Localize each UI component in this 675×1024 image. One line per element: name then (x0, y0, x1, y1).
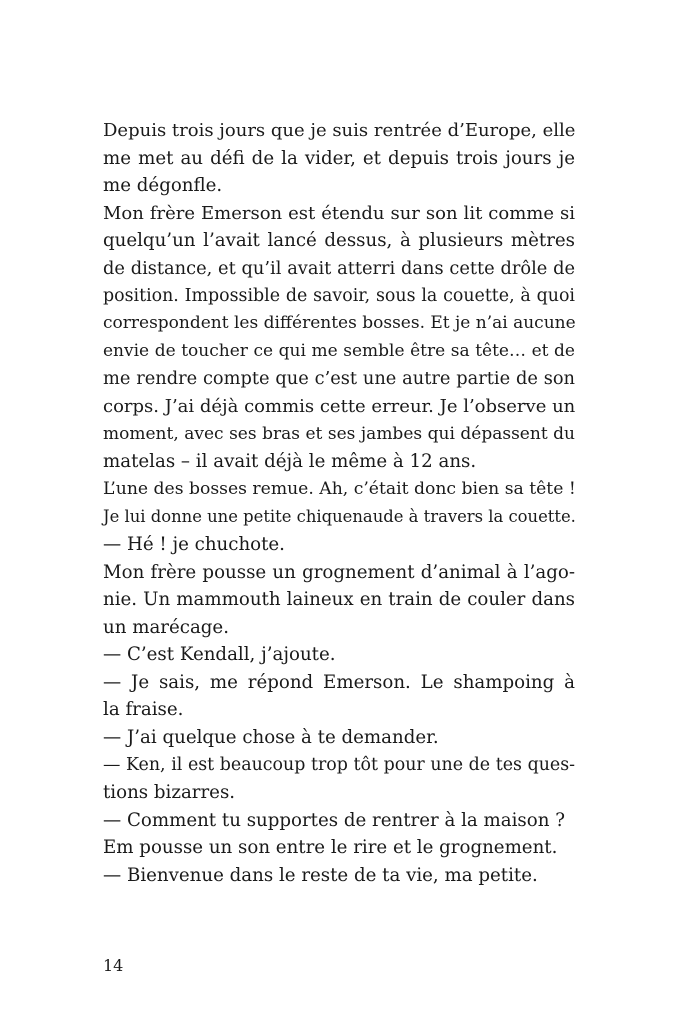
text-line: un marécage. (103, 616, 229, 638)
text-line: — Hé ! je chuchote. (103, 533, 285, 555)
text-line: matelas – il avait déjà le même à 12 ans. (103, 451, 477, 473)
page-number: 14 (103, 956, 124, 975)
text-line: — Je sais, me répond Emerson. Le shampoing à (103, 671, 575, 693)
text-line: quelqu’un l’avait lancé dessus, à plusieurs mètres (103, 230, 575, 252)
text-line: me rendre compte que c’est une autre partie de son (103, 368, 575, 390)
text-line: corps. J’ai déjà commis cette erreur. Je l’observe un (103, 395, 576, 417)
text-line: — C’est Kendall, j’ajoute. (103, 644, 336, 666)
text-line: la fraise. (103, 699, 184, 721)
text-line: nie. Un mammouth laineux en train de couler dans (103, 589, 575, 611)
text-line: — Ken, il est beaucoup trop tôt pour une de tes ques- (103, 754, 575, 775)
text-line: envie de toucher ce qui me semble être sa tête… et de (103, 340, 575, 361)
text-line: Depuis trois jours que je suis rentrée d’Europe, elle (103, 120, 576, 141)
text-line: — Comment tu supportes de rentrer à la maison ? (103, 809, 565, 831)
text-line: de distance, et qu’il avait atterri dans cette drôle de (103, 257, 575, 279)
text-line: moment, avec ses bras et ses jambes qui dépassent du (103, 423, 575, 444)
text-line: Em pousse un son entre le rire et le grognement. (103, 837, 558, 859)
text-line: Mon frère pousse un grognement d’animal à l’ago- (103, 561, 575, 583)
text-line: position. Impossible de savoir, sous la couette, à quoi (103, 285, 575, 306)
text-line: — J’ai quelque chose à te demander. (103, 727, 439, 749)
text-line: Je lui donne une petite chiquenaude à travers la couette. (103, 507, 576, 527)
text-line: L’une des bosses remue. Ah, c’était donc bien sa tête ! (103, 478, 576, 499)
body-text (103, 117, 575, 890)
text-line: me dégonfle. (103, 175, 223, 197)
text-line: — Bienvenue dans le reste de ta vie, ma petite. (103, 865, 538, 887)
text-line: Mon frère Emerson est étendu sur son lit comme si (103, 202, 575, 224)
text-line: correspondent les différentes bosses. Et je n’ai aucune (103, 313, 576, 334)
text-line: tions bizarres. (103, 782, 236, 804)
text-line: me met au défi de la vider, et depuis trois jours je (103, 147, 575, 169)
